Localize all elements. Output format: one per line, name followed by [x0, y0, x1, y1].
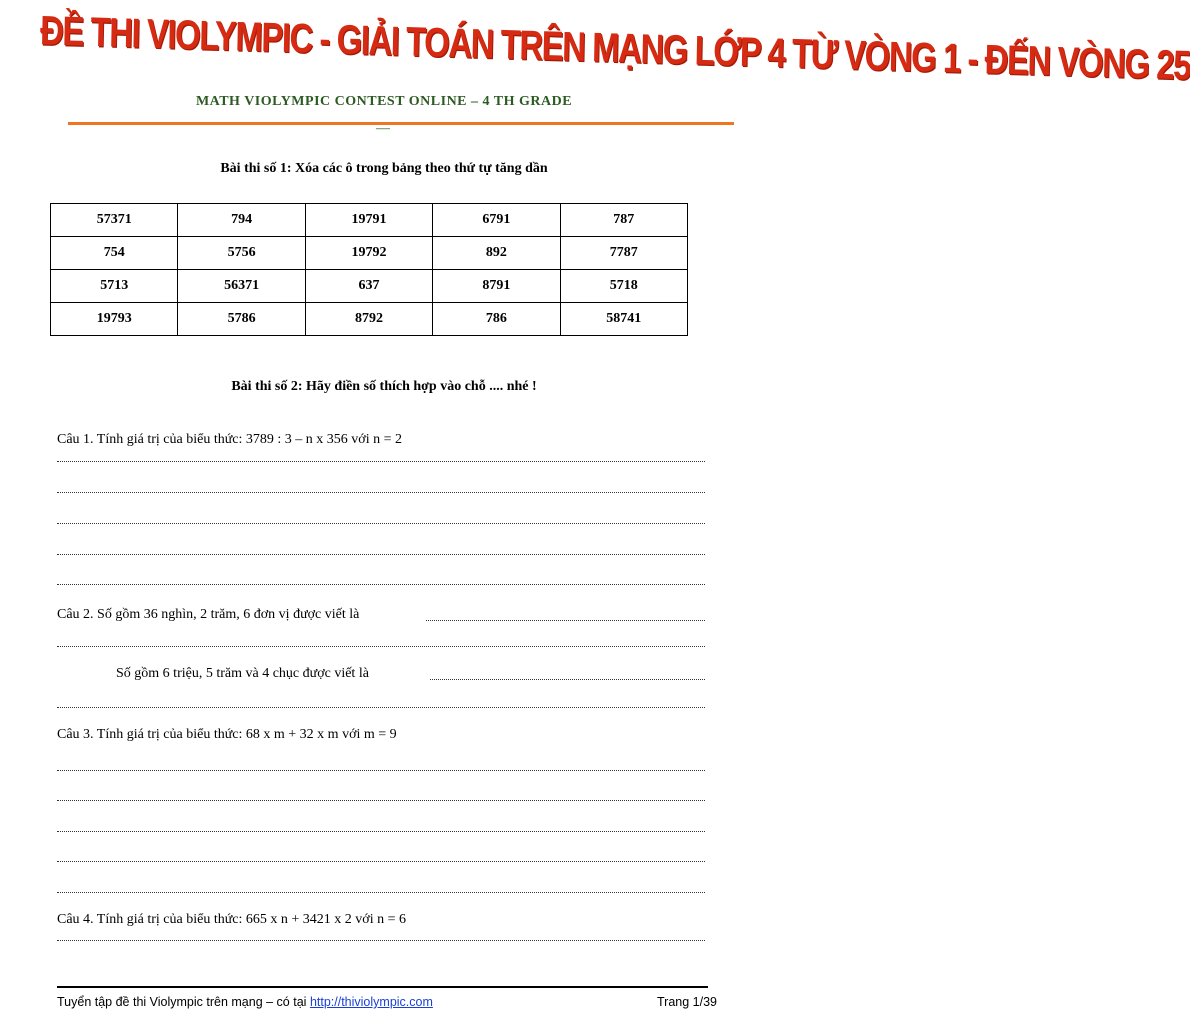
- table-cell[interactable]: 637: [305, 270, 432, 303]
- table-row: [51, 237, 688, 270]
- table-cell[interactable]: 7787: [560, 237, 687, 270]
- table-cell[interactable]: 58741: [560, 303, 687, 336]
- question-1: Câu 1. Tính giá trị của biểu thức: 3789 : 3 – n x 356 với n = 2: [57, 432, 402, 447]
- answer-line[interactable]: [430, 679, 705, 680]
- header-dash: —: [376, 121, 390, 136]
- table-cell[interactable]: 19793: [51, 303, 178, 336]
- answer-line[interactable]: [57, 523, 705, 524]
- table-cell[interactable]: 5786: [178, 303, 305, 336]
- document-title: ĐỀ THI VIOLYMPIC - GIẢI TOÁN TRÊN MẠNG LỚP 4 TỪ VÒNG 1 - ĐẾN VÒNG 25: [39, 6, 1190, 89]
- footer-label: Tuyển tập đề thi Violympic trên mạng – có tại: [57, 995, 307, 1009]
- table-row: [51, 303, 688, 336]
- section-2-heading: Bài thi số 2: Hãy điền số thích hợp vào chỗ .... nhé !: [231, 379, 537, 394]
- table-cell[interactable]: 19791: [305, 204, 432, 237]
- answer-line[interactable]: [57, 800, 705, 801]
- footer-divider: [57, 986, 708, 988]
- table-row: [51, 270, 688, 303]
- table-cell[interactable]: 19792: [305, 237, 432, 270]
- question-2: Câu 2. Số gồm 36 nghìn, 2 trăm, 6 đơn vị được viết là: [57, 607, 360, 622]
- table-cell[interactable]: 787: [560, 204, 687, 237]
- answer-line[interactable]: [57, 492, 705, 493]
- table-cell[interactable]: 8791: [433, 270, 560, 303]
- section-1-heading: Bài thi số 1: Xóa các ô trong bảng theo thứ tự tăng dần: [220, 161, 548, 176]
- table-cell[interactable]: 5718: [560, 270, 687, 303]
- table-cell[interactable]: 5756: [178, 237, 305, 270]
- answer-line[interactable]: [57, 707, 705, 708]
- answer-line[interactable]: [57, 646, 705, 647]
- table-cell[interactable]: 56371: [178, 270, 305, 303]
- table-cell[interactable]: 5713: [51, 270, 178, 303]
- answer-line[interactable]: [57, 770, 705, 771]
- header-divider: [68, 122, 734, 125]
- answer-line[interactable]: [57, 892, 705, 893]
- table-cell[interactable]: 57371: [51, 204, 178, 237]
- answer-line[interactable]: [426, 620, 705, 621]
- question-3: Câu 3. Tính giá trị của biểu thức: 68 x m + 32 x m với m = 9: [57, 727, 397, 742]
- table-cell[interactable]: 8792: [305, 303, 432, 336]
- table-cell[interactable]: 892: [433, 237, 560, 270]
- answer-line[interactable]: [57, 940, 705, 941]
- document-subtitle: MATH VIOLYMPIC CONTEST ONLINE – 4 TH GRADE: [195, 94, 573, 109]
- answer-line[interactable]: [57, 554, 705, 555]
- footer-text: [57, 995, 433, 1009]
- answer-line[interactable]: [57, 461, 705, 462]
- table-cell[interactable]: 6791: [433, 204, 560, 237]
- question-4: Câu 4. Tính giá trị của biểu thức: 665 x n + 3421 x 2 với n = 6: [57, 912, 406, 927]
- answer-line[interactable]: [57, 584, 705, 585]
- page-number: Trang 1/39: [657, 995, 717, 1009]
- answer-line[interactable]: [57, 861, 705, 862]
- table-cell[interactable]: 754: [51, 237, 178, 270]
- answer-line[interactable]: [57, 831, 705, 832]
- question-2-part-b: Số gồm 6 triệu, 5 trăm và 4 chục được viết là: [116, 666, 369, 681]
- table-cell[interactable]: 786: [433, 303, 560, 336]
- number-table: [50, 203, 688, 336]
- table-cell[interactable]: 794: [178, 204, 305, 237]
- footer-link[interactable]: http://thiviolympic.com: [309, 995, 433, 1009]
- table-row: [51, 204, 688, 237]
